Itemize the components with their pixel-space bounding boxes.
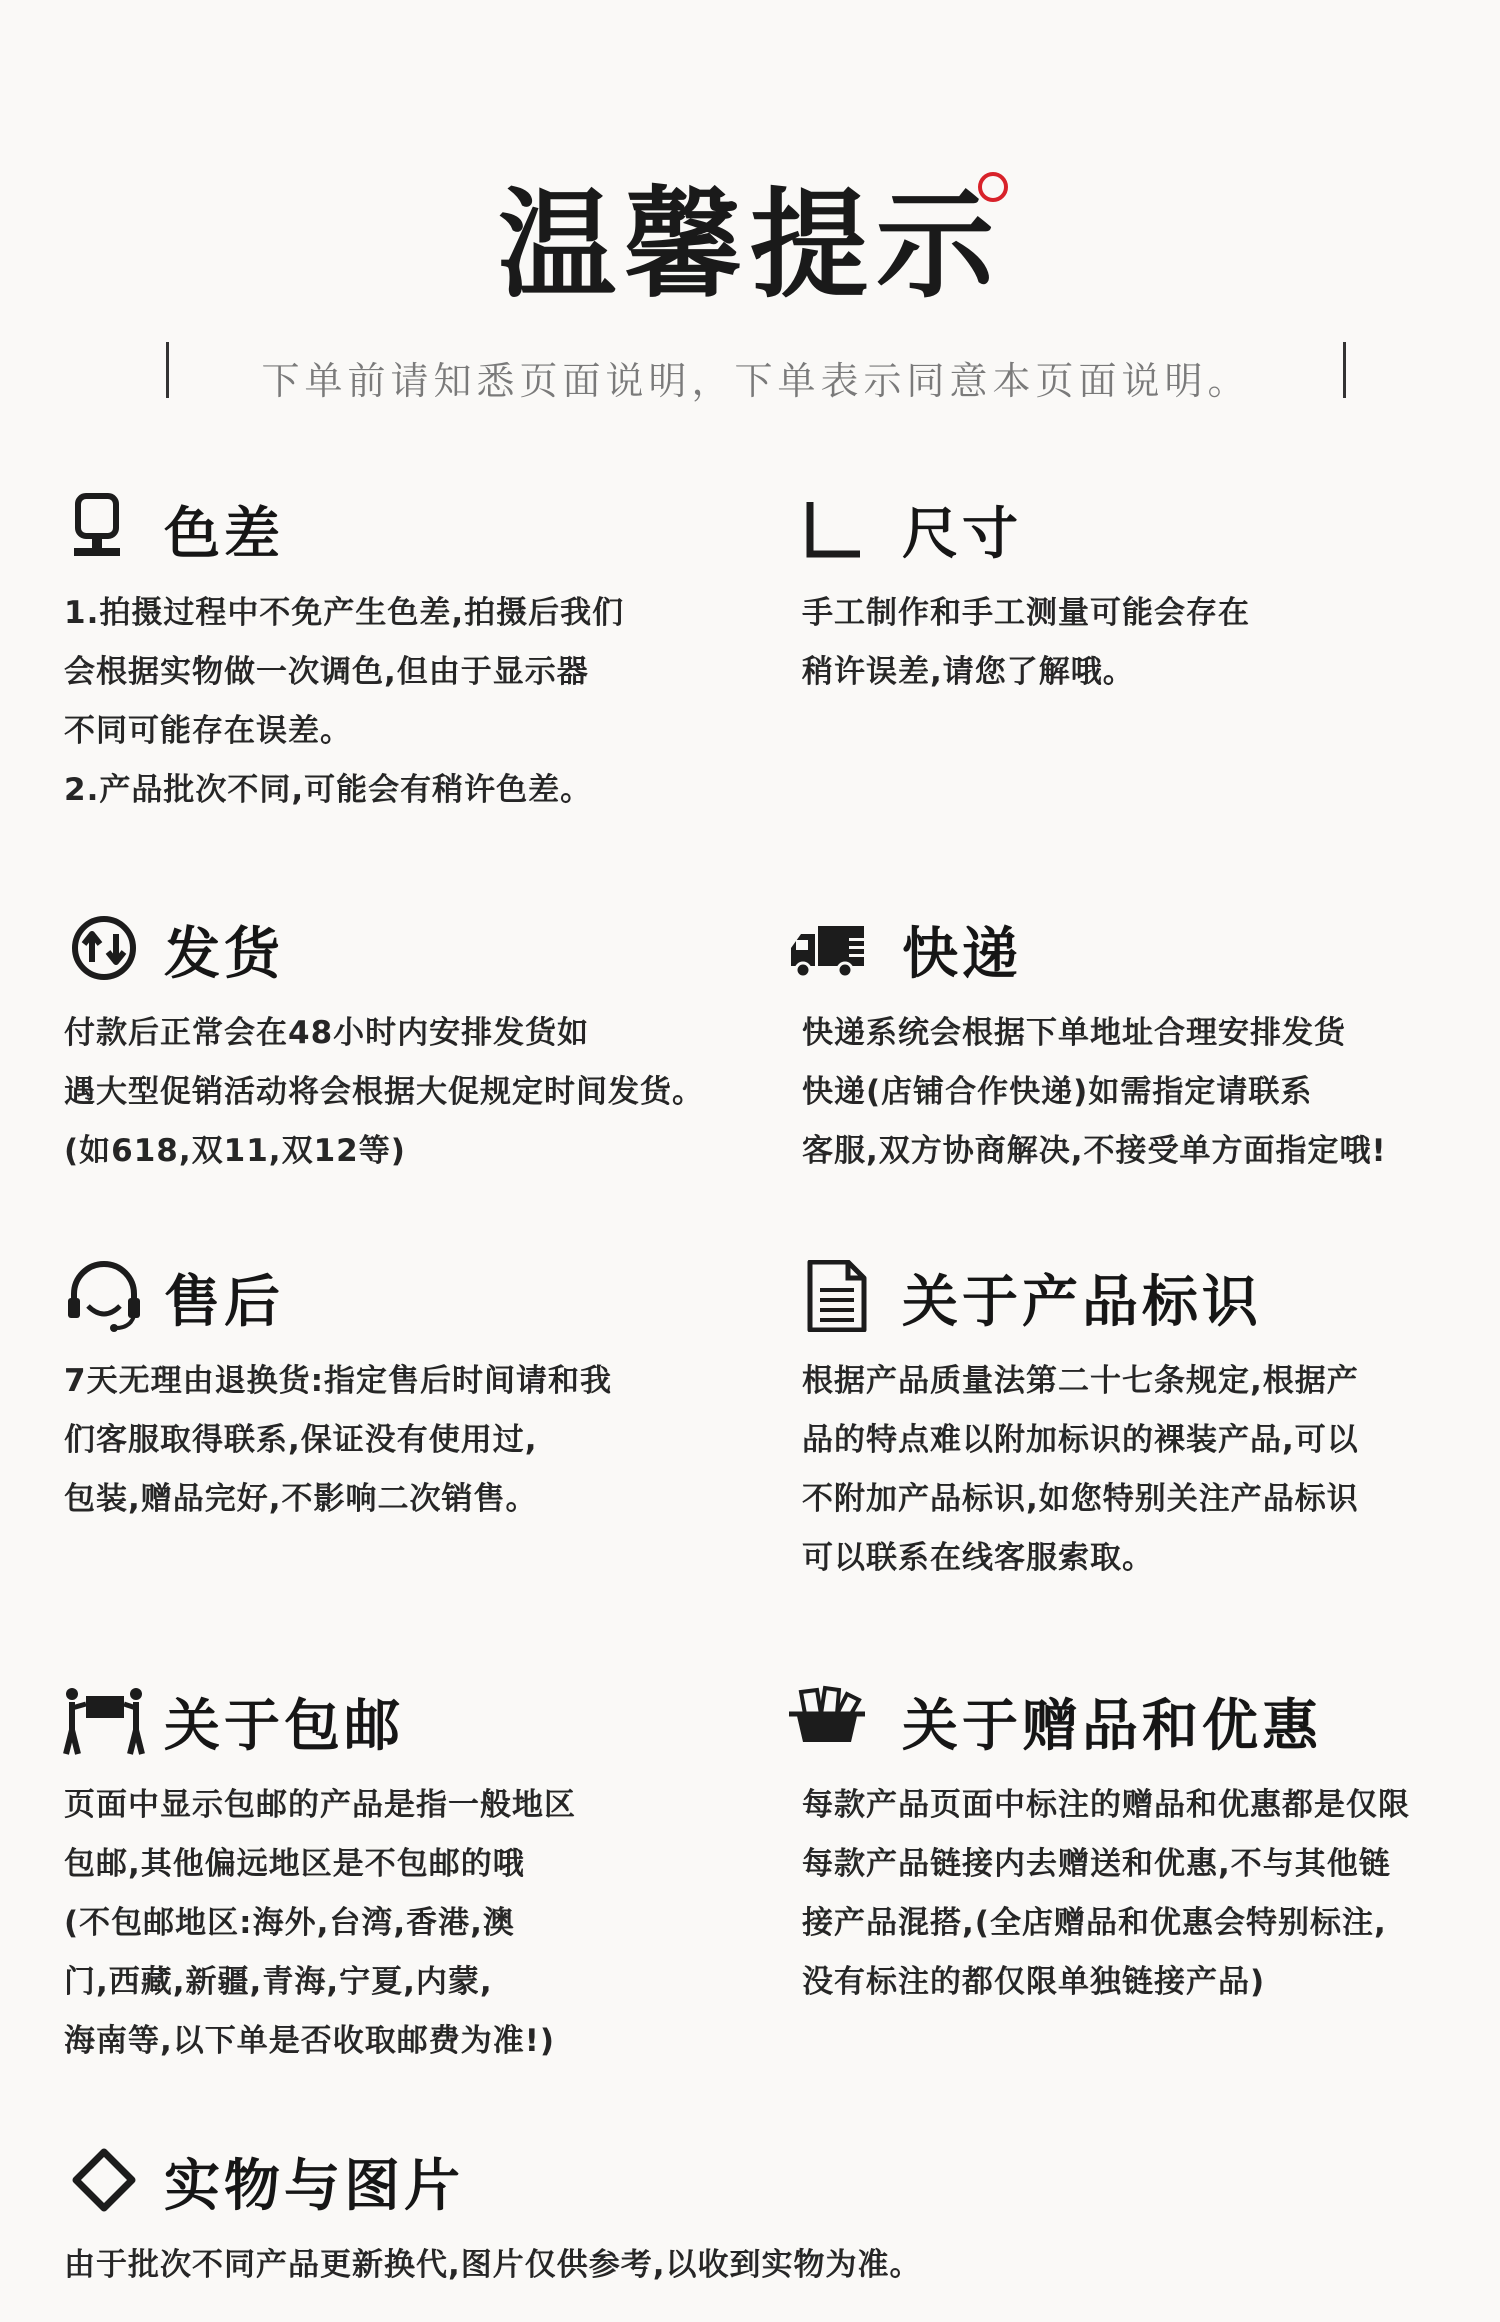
monitor-icon [64,492,144,564]
body-line: 可以联系在线客服索取。 [802,1540,1154,1576]
subtitle-row [166,342,1346,403]
section-title: 关于产品标识 [902,1270,1262,1335]
section-title: 尺寸 [902,502,1022,567]
people-carrying-icon [56,1684,152,1756]
section-product-label [802,1252,1482,1588]
document-icon [802,1260,882,1332]
body-line: 客服,双方协商解决,不接受单方面指定哦! [802,1133,1387,1169]
section-express [802,904,1482,1181]
section-body [802,584,1482,702]
section-body [64,584,744,820]
body-line: 付款后正常会在48小时内安排发货如 [64,1015,590,1051]
body-line: 不附加产品标识,如您特别关注产品标识 [802,1481,1359,1517]
section-body [802,1004,1482,1181]
section-body [64,2236,1464,2295]
body-line: 会根据实物做一次调色,但由于显示器 [64,654,589,690]
section-body [64,1776,744,2071]
red-circle-mark-icon [978,172,1008,202]
body-line: 7天无理由退换货:指定售后时间请和我 [64,1363,612,1399]
body-line: 遇大型促销活动将会根据大促规定时间发货。 [64,1074,704,1110]
section-title: 实物与图片 [164,2154,464,2219]
section-product-vs-photo [64,2136,1464,2295]
page-subtitle: 下单前请知悉页面说明，下单表示同意本页面说明。 [261,359,1251,403]
section-gifts-discounts [802,1676,1492,2012]
body-line: 快递系统会根据下单地址合理安排发货 [802,1015,1346,1051]
body-line: (不包邮地区:海外,台湾,香港,澳 [64,1905,515,1941]
page-title-text: 温馨提示 [497,175,1002,314]
section-body [64,1004,744,1181]
section-body [64,1352,744,1529]
body-line: 根据产品质量法第二十七条规定,根据产 [802,1363,1359,1399]
page-title [498,150,1002,320]
body-line: 快递(店铺合作快递)如需指定请联系 [802,1074,1313,1110]
body-line: 品的特点难以附加标识的裸装产品,可以 [802,1422,1359,1458]
body-line: 手工制作和手工测量可能会存在 [802,595,1250,631]
body-line: 门,西藏,新疆,青海,宁夏,内蒙, [64,1964,493,2000]
section-title: 售后 [164,1270,284,1335]
body-line: (如618,双11,双12等) [64,1133,406,1169]
ruler-corner-icon [802,492,882,564]
body-line: 1.拍摄过程中不免产生色差,拍摄后我们 [64,595,625,631]
delivery-truck-icon [772,912,882,984]
body-line: 们客服取得联系,保证没有使用过, [64,1422,538,1458]
section-size [802,484,1482,702]
section-title: 关于包邮 [164,1694,404,1759]
subtitle-right-divider [1343,342,1346,398]
section-color-difference [64,484,744,820]
section-title: 快递 [902,922,1022,987]
gift-box-icon [772,1684,882,1756]
body-line: 2.产品批次不同,可能会有稍许色差。 [64,772,593,808]
section-body [802,1352,1482,1588]
body-line: 海南等,以下单是否收取邮费为准!) [64,2023,556,2059]
headset-icon [64,1260,144,1332]
section-free-shipping [64,1676,744,2071]
body-line: 每款产品链接内去赠送和优惠,不与其他链 [802,1846,1391,1882]
section-title: 色差 [164,502,284,567]
diamond-icon [64,2144,144,2216]
body-line: 页面中显示包邮的产品是指一般地区 [64,1787,576,1823]
body-line: 由于批次不同产品更新换代,图片仅供参考,以收到实物为准。 [64,2247,922,2283]
body-line: 稍许误差,请您了解哦。 [802,654,1135,690]
body-line: 每款产品页面中标注的赠品和优惠都是仅限 [802,1787,1410,1823]
body-line: 包邮,其他偏远地区是不包邮的哦 [64,1846,525,1882]
section-after-sales [64,1252,744,1529]
body-line: 接产品混搭,(全店赠品和优惠会特别标注, [802,1905,1387,1941]
refresh-cycle-icon [64,912,144,984]
section-title: 发货 [164,922,284,987]
section-body [802,1776,1492,2012]
section-shipping [64,904,744,1181]
section-title: 关于赠品和优惠 [902,1694,1322,1759]
body-line: 没有标注的都仅限单独链接产品) [802,1964,1266,2000]
body-line: 不同可能存在误差。 [64,713,352,749]
body-line: 包装,赠品完好,不影响二次销售。 [64,1481,538,1517]
header [0,150,1500,320]
